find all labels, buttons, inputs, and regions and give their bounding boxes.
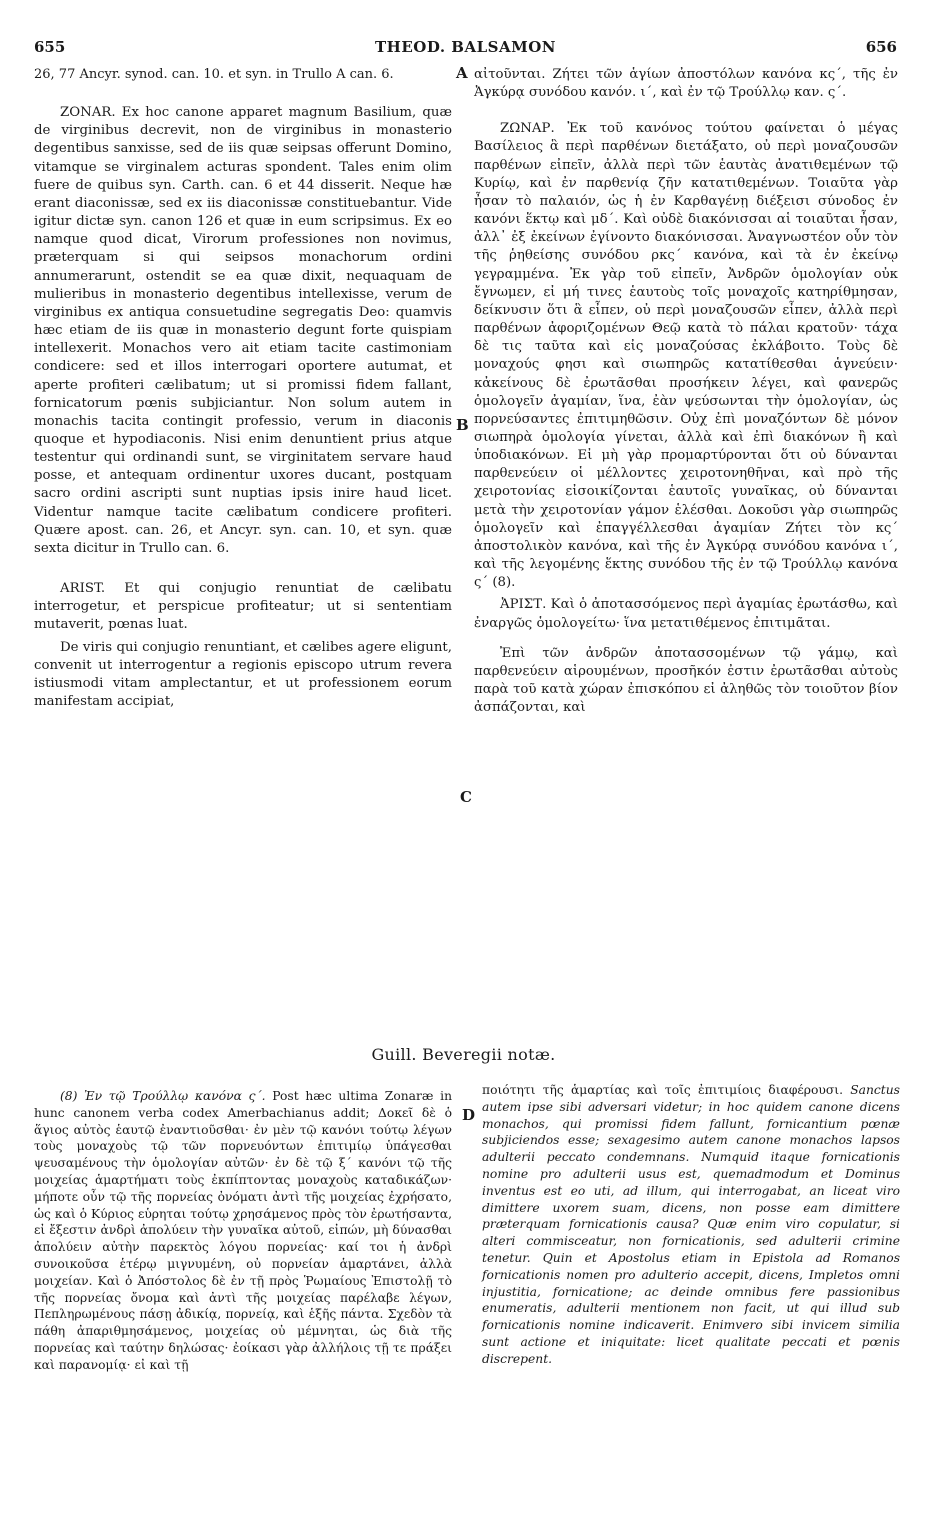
margin-marker-c: C <box>460 788 472 806</box>
note-left-column <box>34 1088 452 1374</box>
latin-reference: 26, 77 Ancyr. synod. can. 10. et syn. in Trullo A can. 6. <box>34 67 394 82</box>
running-title: THEOD. BALSAMON <box>375 38 556 56</box>
note-greek-continuation: ποιότητι τῆς ἁμαρτίας καὶ τοῖς ἐπιτιμίοις διαφέρουσι. <box>482 1083 844 1097</box>
page-number-left: 655 <box>34 38 66 56</box>
latin-column <box>34 66 452 711</box>
notes-title: Guill. Beveregii notæ. <box>371 1045 556 1064</box>
latin-summary: De viris qui conjugio renuntiant, et cælibes agere eligunt, convenit ut interrogentur a regionis episcopo utrum revera istiusmodi vitam amplectantur, et ut professionem eorum manifestam accipiat, <box>34 639 452 709</box>
page-header <box>34 38 897 66</box>
greek-zonaras-commentary: ΖΩΝΑΡ. Ἐκ τοῦ κανόνος τούτου φαίνεται ὁ μέγας Βασίλειος ἃ περὶ παρθένων διετάξατο, οὐ περὶ μοναζουσῶν παρθένων εἰπεῖν, ἀλλὰ περὶ τῶν ἑαυτὰς ἀνατιθεμένων τῷ Κυρίῳ, καὶ ἐν παρθενίᾳ ζῆν κατατιθεμένων. Τοιαῦτα γὰρ ἦσαν τὸ παλαιόν, ὡς ἡ ἐν Καρθαγένῃ διέξεισι σύνοδος ἐν κανόνι ἕκτῳ καὶ μδ΄. Καὶ οὐδὲ διακόνισσαι αἱ τοιαῦται ἦσαν, ἀλλ᾽ ἐξ ἐκείνων ἐγίνοντο διακόνισσαι. Ἀναγνωστέον οὖν τὸν τῆς ῥηθείσης συνόδου ρκς΄ κανόνα, καὶ τὰ ἐν ἐκείνῳ γεγραμμένα. Ἐκ γὰρ τοῦ εἰπεῖν, Ἀνδρῶν ὁμολογίαν οὐκ ἔγνωμεν, εἰ μή τινες ἑαυτοὺς τοῖς μοναχοῖς κατηρίθμησαν, δείκνυσιν ὅτι ἃ εἶπεν, οὐ περὶ μοναζουσῶν εἶπεν, ἀλλὰ περὶ παρθένων ἀφοριζομένων Θεῷ κατὰ τὸ πάλαι κρατοῦν· τάχα δὲ τις ταῦτα καὶ εἰς μοναζούσας ἐκλάβοιτο. Τοὺς δὲ μοναχούς φησι καὶ σιωπηρῶς κατατίθεσθαι ἁγνεύειν· κἀκείνους δὲ ἐρωτᾶσθαι προσήκειν λέγει, καὶ φανερῶς ὁμολογεῖν ἀγαμίαν, ἵνα, ἐὰν ψεύσωνται τὴν ὁμολογίαν, ὡς πορνεύσαντες ἐπιτιμηθῶσιν. Οὐχ ἐπὶ μοναζόντων δὲ μόνον σιωπηρὰ ὁμολογία γίνεται, ἀλλὰ καὶ ἐπὶ διακόνων ἢ καὶ ὑποδιακόνων. Εἰ μὴ γὰρ προμαρτύρονται ὅτι οὐ δύνανται παρθενεύειν οἱ μέλλοντες χειροτονηθῆναι, καὶ πρὸ τῆς χειροτονίας εἰσοικίζονται ἑαυτοῖς γυναῖκας, οὐ δύνανται μετὰ τὴν χειροτονίαν γάμον ἑλέσθαι. Δοκοῦσι γὰρ σιωπηρῶς ὁμολογεῖν καὶ ἐπαγγέλλεσθαι ἀγαμίαν Ζήτει τὸν κς΄ ἀποστολικὸν κανόνα, καὶ τῆς ἐν Ἀγκύρᾳ συνόδου κανόνα ι΄, καὶ τῆς λεγομένης ἕκτης συνόδου τῆς ἐν τῷ Τρούλλῳ κανόνα ς΄ (8). <box>474 121 898 591</box>
note-right-column <box>482 1082 900 1368</box>
margin-marker-a: A <box>456 64 468 82</box>
page-number-right: 656 <box>865 38 897 56</box>
greek-column <box>474 66 898 717</box>
latin-aristenus-commentary: ARIST. Et qui conjugio renuntiat de cælibatu interrogetur, et perspicue profiteatur; ut si sententiam mutaverit, pœnas luat. <box>34 581 452 633</box>
note-latin-translation: Sanctus autem ipse sibi adversari videtur; in hoc quidem canone dicens monachos, qui promissi fidem fallunt, fornicantium pœnæ subjiciendos esse; sexagesimo autem canone monachos lapsos adulterii peccato condemnans. Numquid itaque fornicationis nomine pro adulterii usus est, quemadmodum et Dominus inventus est eo uti, ad illum, qui interrogabat, an liceat viro dimittere uxorem suam, dicens, non posse eam dimittere præterquam fornicationis causa? Quæ enim viro copulatur, si alteri commisceatur, non fornicationis, sed adulterii crimine tenetur. Quin et Apostolus etiam in Epistola ad Romanos fornicationis nomen pro adulterio accepit, dicens, Impletos omni injustitia, fornicatione; ac deinde omnibus fere passionibus enumeratis, adulterii mentionem non facit, ut qui illud sub fornicationis nomine indicaverit. Enimvero sibi invicem similia sunt actione et iniquitate: licet qualitate peccati et pœnis discrepent. <box>482 1083 900 1366</box>
margin-marker-b: B <box>456 416 469 434</box>
note-greek-text: Post hæc ultima Zonaræ in hunc canonem verba codex Amerbachianus addit; Δοκεῖ δὲ ὁ ἅγιος αὐτὸς ἑαυτῷ ἐναντιοῦσθαι· ἐν μὲν τῷ κανόνι τούτῳ λέγων τοὺς μοναχοὺς τῷ τῶν πορνευόντων ἐπιτιμίῳ ὑπάγεσθαι ψευσαμένους τὴν ὁμολογίαν αὐτῶν· ἐν δὲ τῷ ξ΄ κανόνι τῷ τῆς μοιχείας ἁμαρτήματι τοὺς ἐκπίπτοντας μοναχοὺς καταδικάζων· μήποτε οὖν τῷ τῆς πορνείας ὀνόματι ἀντὶ τῆς μοιχείας ἐχρήσατο, ὡς καὶ ὁ Κύριος εὑρηται τούτῳ χρησάμενος πρὸς τὸν ἐρωτήσαντα, εἰ ἔξεστιν ἀνδρὶ ἀπολύειν τὴν γυναῖκα αὐτοῦ, εἰπών, μὴ δύνασθαι ἀπολύειν αὐτὴν παρεκτὸς λόγου πορνείας· καί τοι ἡ ἀνδρὶ συνοικοῦσα ἑτέρῳ μιγνυμένη, οὐ πορνείαν ἁμαρτάνει, ἀλλὰ μοιχείαν. Καὶ ὁ Ἀπόστολος δὲ ἐν τῇ πρὸς Ῥωμαίους Ἐπιστολῇ τὸ τῆς πορνείας ὄνομα καὶ ἀντὶ τῆς μοιχείας παρέλαβε λέγων, Πεπληρωμένους πάσῃ ἀδικίᾳ, πορνείᾳ, καὶ ἑξῆς πάντα. Σχεδὸν τὰ πάθη ἀπαριθμησάμενος, μοιχείας οὐ μέμνηται, ὡς διὰ τῆς πορνείας καὶ ταύτην δηλώσας· ἐοίκασι γὰρ ἀλλήλοις τῇ τε πράξει καὶ παρανομίᾳ· εἰ καὶ τῇ <box>34 1089 452 1372</box>
greek-reference: αἰτοῦνται. Ζήτει τῶν ἁγίων ἀποστόλων κανόνα κς΄, τῆς ἐν Ἀγκύρᾳ συνόδου κανόν. ι΄, καὶ ἐν τῷ Τρούλλῳ καν. ς΄. <box>474 67 898 101</box>
margin-marker-d: D <box>462 1106 476 1124</box>
greek-aristenus-commentary: ἈΡΙΣΤ. Καὶ ὁ ἀποτασσόμενος περὶ ἀγαμίας ἐρωτάσθω, καὶ ἐναργῶς ὁμολογείτω· ἵνα μετατιθέμενος ἐπιτιμᾶται. <box>474 597 898 631</box>
note-lemma: (8) Ἐν τῷ Τρούλλῳ κανόνα ς΄. <box>60 1089 266 1103</box>
greek-summary: Ἐπὶ τῶν ἀνδρῶν ἀποτασσομένων τῷ γάμῳ, καὶ παρθενεύειν αἱρουμένων, προσῆκόν ἐστιν ἐρωτᾶσθαι αὐτοὺς παρὰ τοῦ κατὰ χώραν ἐπισκόπου εἰ ἀληθῶς τὸν τοιοῦτον βίον ἀσπάζονται, καὶ <box>474 645 898 716</box>
latin-zonaras-commentary: ZONAR. Ex hoc canone apparet magnum Basilium, quæ de virginibus decrevit, non de virginibus in monasterio degentibus sanxisse, sed de iis quæ seipsas offerunt Domino, vitamque se virginalem acturas spondent. Tales enim olim fuere de quibus syn. Carth. can. 6 et 44 disserit. Neque hæ erant diaconissæ, sed ex iis diaconissæ constituebantur. Vide igitur dictæ syn. canon 126 et quæ in eum scripsimus. Ex eo namque quod dicat, Virorum professiones non novimus, præterquam si qui seipsos monachorum ordini annumerarunt, ostendit se ea quæ dixit, nequaquam de mulieribus in monasterio degentibus intellexisse, verum de virginibus ex antiqua consuetudine segregatis Deo: quamvis hæc etiam de iis quæ in monasterio degunt forte quispiam intellexerit. Monachos vero ait etiam tacite castimoniam condicere: sed et illos interrogari oportere autumat, et aperte profiteri cælibatum; ut si promissi fidem fallant, fornicatorum pœnis subjiciantur. Non solum autem in monachis tacita contingit professio, verum in diaconis quoque et hypodiaconis. Nisi enim denuntient prius atque testentur qui ordinandi sunt, se virginitatem servare haud posse, et antequam ordinentur uxores ducant, postquam sacro ordini ascripti sunt nuptias ipsis inire haud licet. Videntur namque tacite cælibatum condicere profiteri. Quære apost. can. 26, et Ancyr. syn. can. 10, et syn. quæ sexta dicitur in Trullo can. 6. <box>34 105 452 556</box>
